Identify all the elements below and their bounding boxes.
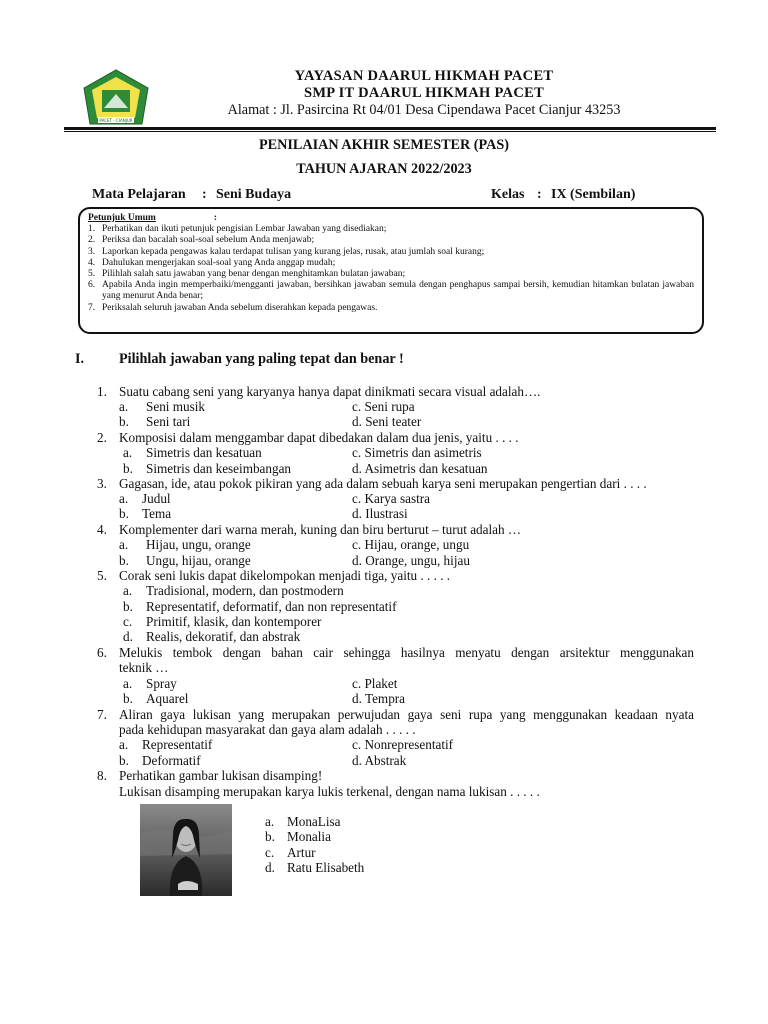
instructions-colon: : — [213, 213, 217, 223]
option-letter: b. — [123, 461, 133, 476]
option-letter: a. — [123, 445, 133, 460]
option-text: Spray — [146, 676, 177, 691]
option-letter: b. — [123, 599, 133, 614]
question-text: Melukis tembok dengan bahan cair sehingga hasilnya menyatu dengan arsitektur menggunakan — [119, 645, 694, 660]
option-text: d. Abstrak — [352, 753, 407, 768]
option-text: c. Karya sastra — [352, 491, 430, 506]
instruction-item: 4. Dahulukan mengerjakan soal-soal yang Anda anggap mudah; — [88, 257, 336, 268]
option-letter: a. — [119, 399, 129, 414]
question-number: 2. — [97, 430, 107, 445]
subject-sep: : — [202, 187, 207, 202]
mona-lisa-painting — [140, 804, 232, 896]
option-letter: d. — [265, 860, 275, 875]
option-text: Ungu, hijau, orange — [146, 553, 251, 568]
option-text: Representatif, deformatif, dan non representatif — [146, 599, 397, 614]
question-text: Aliran gaya lukisan yang merupakan perwujudan gaya seni rupa yang menggunakan keadaan nyata — [119, 707, 694, 722]
svg-text:PACET - CIANJUR: PACET - CIANJUR — [99, 118, 133, 123]
question-text: Perhatikan gambar lukisan disamping! — [119, 768, 323, 783]
section-title: Pilihlah jawaban yang paling tepat dan benar ! — [119, 351, 404, 367]
question-text: Komposisi dalam menggambar dapat dibedakan dalam dua jenis, yaitu . . . . — [119, 430, 519, 445]
option-text: c. Hijau, orange, ungu — [352, 537, 470, 552]
school-address: Alamat : Jl. Pasircina Rt 04/01 Desa Cipendawa Pacet Cianjur 43253 — [227, 102, 621, 118]
option-letter: b. — [123, 691, 133, 706]
option-letter: b. — [119, 506, 129, 521]
option-text: Tema — [142, 506, 172, 521]
option-text: Ratu Elisabeth — [287, 860, 365, 875]
question-text: Corak seni lukis dapat dikelompokan menjadi tiga, yaitu . . . . . — [119, 568, 451, 583]
option-text: c. Simetris dan asimetris — [352, 445, 482, 460]
option-letter: c. — [123, 614, 133, 629]
question-number: 4. — [97, 522, 107, 537]
instruction-item: 7. Periksalah seluruh jawaban Anda sebelum diserahkan kepada pengawas. — [88, 302, 378, 313]
question-text: Gagasan, ide, atau pokok pikiran yang ada dalam sebuah karya seni merupakan pengertian dari . . . . — [119, 476, 647, 491]
option-text: c. Nonrepresentatif — [352, 737, 454, 752]
option-text: d. Seni teater — [352, 414, 422, 429]
class-value: IX (Sembilan) — [551, 187, 636, 202]
question-number: 3. — [97, 476, 107, 491]
instruction-item: 2. Periksa dan bacalah soal-soal sebelum Anda menjawab; — [88, 235, 315, 246]
academic-year: TAHUN AJARAN 2022/2023 — [296, 161, 472, 177]
instruction-item: 1. Perhatikan dan ikuti petunjuk pengisian Lembar Jawaban yang disediakan; — [88, 224, 387, 235]
instructions-list — [88, 224, 694, 314]
instruction-item: 5. Pilihlah salah satu jawaban yang benar dengan menghitamkan bulatan jawaban; — [88, 269, 406, 280]
option-text: Judul — [142, 491, 171, 506]
class-sep: : — [537, 187, 542, 202]
option-text: Deformatif — [142, 753, 201, 768]
option-text: Artur — [287, 845, 316, 860]
subject-label: Mata Pelajaran — [92, 187, 186, 202]
instructions-title: Petunjuk Umum — [88, 213, 156, 223]
option-letter: b. — [119, 753, 129, 768]
question-text: Komplementer dari warna merah, kuning dan biru berturut – turut adalah … — [119, 522, 522, 537]
instruction-item: 3. Laporkan kepada pengawas kalau terdapat tulisan yang kurang jelas, rusak, atau jumlah soal kurang; — [88, 246, 485, 257]
option-text: Tradisional, modern, dan postmodern — [146, 583, 344, 598]
option-text: Seni tari — [146, 414, 191, 429]
option-text: MonaLisa — [287, 814, 341, 829]
question-number: 6. — [97, 645, 107, 660]
option-text: d. Orange, ungu, hijau — [352, 553, 470, 568]
option-text: c. Plaket — [352, 676, 398, 691]
option-letter: c. — [265, 845, 275, 860]
school-name: SMP IT DAARUL HIKMAH PACET — [303, 85, 545, 101]
instructions-box — [78, 207, 704, 334]
question-text: Suatu cabang seni yang karyanya hanya dapat dinikmati secara visual adalah…. — [119, 384, 541, 399]
question-number: 5. — [97, 568, 107, 583]
header-divider — [64, 127, 716, 130]
option-text: d. Tempra — [352, 691, 406, 706]
option-text: Seni musik — [146, 399, 205, 414]
instruction-item: 6. Apabila Anda ingin memperbaiki/mengganti jawaban, bersihkan jawaban semula dengan penghapus sampai bersih, kemudian hitamkan bulatan jawaban yang menurut Anda benar; — [88, 280, 694, 302]
foundation-name: YAYASAN DAARUL HIKMAH PACET — [294, 68, 554, 84]
option-letter: a. — [119, 737, 129, 752]
option-letter: b. — [119, 414, 129, 429]
header-divider-thin — [64, 131, 716, 132]
subject-value: Seni Budaya — [216, 187, 292, 202]
question-number: 7. — [97, 707, 107, 722]
option-text: Realis, dekoratif, dan abstrak — [146, 629, 301, 644]
option-text: c. Seni rupa — [352, 399, 415, 414]
option-text: d. Asimetris dan kesatuan — [352, 461, 488, 476]
option-text: Representatif — [142, 737, 213, 752]
question-number: 1. — [97, 384, 107, 399]
option-letter: a. — [123, 583, 133, 598]
question-text-cont: pada kehidupan masyarakat dan gaya alam adalah . . . . . — [119, 722, 416, 737]
option-text: Primitif, klasik, dan kontemporer — [146, 614, 322, 629]
option-text: Monalia — [287, 829, 331, 844]
option-letter: a. — [119, 491, 129, 506]
option-letter: a. — [119, 537, 129, 552]
question-text-cont: teknik … — [119, 660, 169, 675]
question-number: 8. — [97, 768, 107, 783]
option-letter: a. — [265, 814, 275, 829]
section-number: I. — [75, 351, 85, 367]
option-text: Hijau, ungu, orange — [146, 537, 251, 552]
option-letter: d. — [123, 629, 133, 644]
option-text: Simetris dan keseimbangan — [146, 461, 292, 476]
exam-title: PENILAIAN AKHIR SEMESTER (PAS) — [258, 137, 510, 153]
option-letter: b. — [265, 829, 275, 844]
option-letter: b. — [119, 553, 129, 568]
option-letter: a. — [123, 676, 133, 691]
class-label: Kelas — [491, 187, 525, 202]
option-text: d. Ilustrasi — [352, 506, 408, 521]
question-text-cont: Lukisan disamping merupakan karya lukis terkenal, dengan nama lukisan . . . . . — [119, 784, 540, 799]
option-text: Aquarel — [146, 691, 189, 706]
option-text: Simetris dan kesatuan — [146, 445, 262, 460]
